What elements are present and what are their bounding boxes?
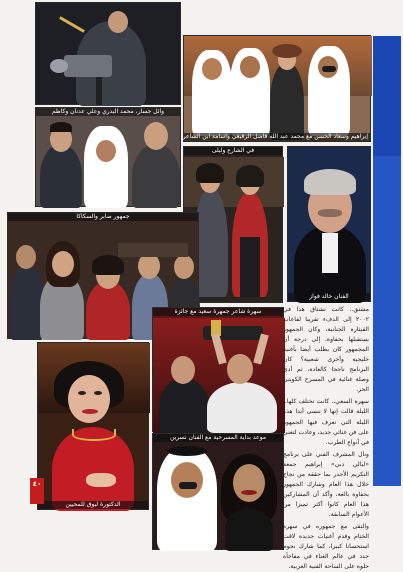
page-number-tab: [30, 478, 44, 504]
photo-portrait-right: [287, 146, 371, 302]
blue-side-strip: [373, 36, 401, 156]
caption-stage-trophy: سهرة شاعر جمهرة سعيد مع جائزة: [153, 308, 283, 316]
article-paragraph: والتقى مع جمهوره في سهرة الختام وقدم أغنيات جديدة لاقت استحسانا كبيرا، كما شارك نجوم جدد في عالم الغناء في مفاجأة حلوة على الساحة الفنية العربية.: [283, 522, 369, 571]
caption-group-suits: إبراهيم وسعاد الحسن مع محمد عبد الله فاضل الرقيعي واسامة ابن الشاعر: [182, 133, 368, 140]
photo-group-suits: [183, 35, 371, 142]
caption-couple: موعد بداية المسرحية مع الفنان نسرين: [153, 434, 283, 442]
caption-red-dress: الدكتورة لبوق للمحيين: [38, 501, 148, 509]
caption-audience: جمهور صابر والسكاكا: [8, 213, 198, 221]
article-paragraph: سهرة السعي.. كانت تختلف كلها.. الليلة قالت إنها لا تنسى أبدا هذه الليلة التي تعرف فيها الجمهور على فن غنائي جديد، وعادت لتغني في أنواع الطرب.: [283, 398, 369, 446]
article-paragraph: مشتق.. كانت تشتاق هذا في ٢٠٠٢ إلى الدفء تقريبا لفاعاب القيثارة الجنانية، وكان الجمهور يستقبلها بحفاوة. إلى درجة أن المجمهور كان يطلب أيضا بأغنية خليجية وأخرى شعبية؟ كان البرنامج ناجحا كالعادة، ثم أدى وصلة غنائية في المسرح الكويتي الحر.: [283, 306, 369, 394]
photo-couple: [152, 433, 284, 550]
photo-red-dress: [37, 342, 149, 510]
caption-portrait-right: الفنان خالد فواز: [288, 293, 370, 301]
page-number: ٤٠: [32, 480, 42, 488]
photo-three-men: [35, 107, 181, 207]
blue-side-strip-lower: [373, 156, 401, 486]
photo-stage-trophy: [152, 307, 284, 432]
photo-cameraman: [35, 2, 181, 105]
caption-three-men: وائل جسار، محمد البدري وعلي عدنان وكاظم: [36, 108, 180, 116]
article-text: [283, 304, 369, 571]
caption-woman-walk: في الشارع وليلى: [184, 147, 282, 155]
article-paragraph: ونال المشرف الفني على برنامج «ليالي دبي» إبراهيم جمعة التكريم الأجدر بما حققه من نجاح خلال هذا العام وشارك الجمهور بحفاوة بالغة، وأكد أن المشاركين هذا العام كانوا أكثر تميزا من الأعوام السابقة.: [283, 450, 369, 518]
